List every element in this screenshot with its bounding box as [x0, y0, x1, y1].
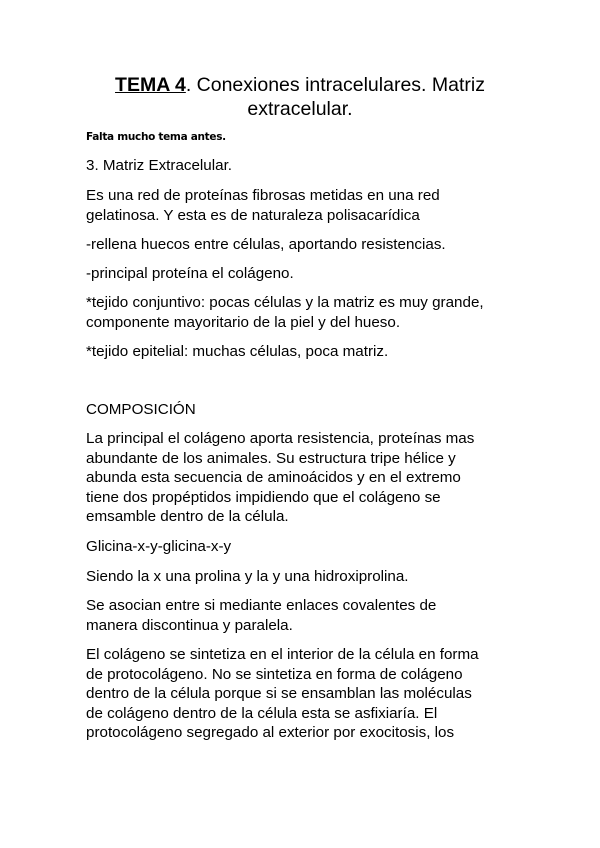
paragraph-section-heading [86, 156, 526, 176]
text-line: protocolágeno segregado al exterior por exocitosis, los [86, 724, 455, 742]
text-line: abunda esta secuencia de aminoácidos y en el extremo [86, 469, 461, 487]
text-line: dentro de la célula porque si se ensamblan las moléculas [86, 685, 472, 703]
note-text: Falta mucho tema antes. [86, 131, 226, 143]
paragraph-conjuntivo [86, 293, 526, 332]
title-line-1 [60, 73, 540, 97]
paragraph-enlaces [86, 596, 526, 635]
text-line: Es una red de proteínas fibrosas metidas en una red [86, 187, 440, 204]
text-line: gelatinosa. Y esta es de naturaleza polisacarídica [86, 206, 420, 224]
paragraph-sintesis [86, 645, 526, 743]
heading-composicion [86, 400, 526, 420]
text-line: La principal el colágeno aporta resistencia, proteínas mas [86, 430, 475, 447]
text-line: Siendo la x una prolina y la y una hidroxiprolina. [86, 568, 409, 585]
paragraph-prolina [86, 567, 526, 587]
text-line: Glicina-x-y-glicina-x-y [86, 538, 232, 555]
title-line-2: extracelular. [247, 98, 353, 120]
text-line: componente mayoritario de la piel y del hueso. [86, 313, 401, 331]
text-line: Se asocian entre si mediante enlaces covalentes de [86, 597, 437, 614]
text-line: de colágeno dentro de la célula esta se asfixiaría. El [86, 704, 438, 722]
paragraph-colageno [86, 429, 526, 527]
paragraph-sequence [86, 537, 526, 557]
text-line: COMPOSICIÓN [86, 401, 196, 418]
text-line: -rellena huecos entre células, aportando resistencias. [86, 236, 446, 253]
text-line: emsamble dentro de la célula. [86, 508, 289, 526]
paragraph-bullet-2 [86, 264, 526, 284]
text-line: 3. Matriz Extracelular. [86, 157, 233, 174]
text-line: de protocolágeno. No se sintetiza en forma de colágeno [86, 665, 463, 683]
paragraph-definition [86, 186, 526, 225]
text-line: *tejido epitelial: muchas células, poca matriz. [86, 343, 389, 360]
document-title [60, 73, 540, 121]
text-line: abundante de los animales. Su estructura tripe hélice y [86, 449, 456, 467]
text-line: manera discontinua y paralela. [86, 616, 293, 634]
text-line: El colágeno se sintetiza en el interior de la célula en forma [86, 646, 479, 663]
text-line: *tejido conjuntivo: pocas células y la matriz es muy grande, [86, 294, 484, 311]
paragraph-bullet-1 [86, 235, 526, 255]
text-line: tiene dos propéptidos impidiendo que el colágeno se [86, 488, 441, 506]
title-tema: TEMA 4 [115, 74, 186, 96]
paragraph-epitelial [86, 342, 526, 362]
text-line: -principal proteína el colágeno. [86, 265, 294, 282]
title-rest: . Conexiones intracelulares. Matriz [185, 74, 485, 96]
